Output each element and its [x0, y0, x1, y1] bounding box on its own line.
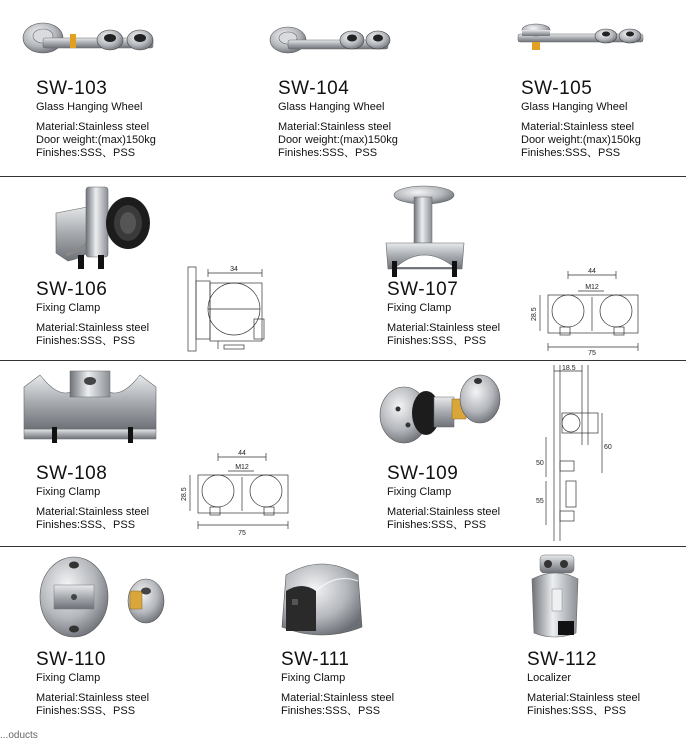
- fixing-clamp-image: [34, 551, 174, 643]
- product-name: Fixing Clamp: [387, 302, 452, 314]
- product-card-sw-109: [387, 463, 500, 532]
- dimension-label: 44: [588, 268, 596, 275]
- product-code: SW-110: [36, 649, 106, 670]
- product-finishes: Finishes:SSS、PSS: [36, 335, 136, 347]
- product-material: Material:Stainless steel: [387, 506, 501, 518]
- product-card-sw-105: [521, 78, 641, 160]
- dimension-label: 44: [238, 450, 246, 457]
- product-name: Localizer: [527, 672, 572, 684]
- product-material: Material:Stainless steel: [387, 322, 501, 334]
- product-code: SW-111: [281, 649, 350, 670]
- product-card-sw-111: [281, 649, 394, 718]
- fixing-clamp-image: [272, 551, 372, 643]
- fixing-clamp-image: [20, 367, 160, 447]
- dimension-label: 18.5: [562, 365, 576, 372]
- product-weight: Door weight:(max)150kg: [278, 134, 398, 146]
- product-code: SW-104: [278, 78, 350, 99]
- dimension-label: 28.5: [181, 487, 188, 501]
- technical-drawing-sw-108: [180, 445, 300, 537]
- product-row-1: [0, 0, 686, 176]
- product-finishes: Finishes:SSS、PSS: [36, 705, 136, 717]
- product-code: SW-107: [387, 279, 459, 300]
- product-finishes: Finishes:SSS、PSS: [36, 519, 136, 531]
- product-card-sw-104: [278, 78, 398, 160]
- product-card-sw-103: [36, 78, 156, 160]
- product-material: Material:Stainless steel: [521, 121, 635, 133]
- product-name: Glass Hanging Wheel: [36, 101, 143, 113]
- dimension-label: M12: [235, 464, 249, 471]
- product-finishes: Finishes:SSS、PSS: [387, 335, 487, 347]
- product-finishes: Finishes:SSS、PSS: [521, 147, 621, 159]
- footer-caption: ...oducts: [0, 730, 38, 741]
- product-card-sw-110: [36, 649, 149, 718]
- glass-hanging-wheel-image: [266, 14, 396, 64]
- fixing-clamp-image: [378, 183, 478, 283]
- dimension-label: 28.5: [531, 307, 538, 321]
- glass-hanging-wheel-image: [514, 14, 649, 64]
- product-name: Fixing Clamp: [387, 486, 452, 498]
- fixing-clamp-image: [48, 183, 158, 273]
- technical-drawing-sw-109: [532, 361, 624, 545]
- product-row-3: [0, 361, 686, 546]
- product-finishes: Finishes:SSS、PSS: [278, 147, 378, 159]
- product-code: SW-109: [387, 463, 459, 484]
- product-code: SW-112: [527, 649, 597, 670]
- localizer-image: [518, 549, 598, 645]
- product-material: Material:Stainless steel: [527, 692, 641, 704]
- product-card-sw-108: [36, 463, 149, 532]
- product-material: Material:Stainless steel: [36, 692, 150, 704]
- product-material: Material:Stainless steel: [36, 121, 150, 133]
- product-material: Material:Stainless steel: [36, 322, 150, 334]
- product-code: SW-106: [36, 279, 108, 300]
- product-code: SW-105: [521, 78, 593, 99]
- product-material: Material:Stainless steel: [278, 121, 392, 133]
- product-name: Fixing Clamp: [281, 672, 346, 684]
- fixing-clamp-image: [378, 367, 508, 457]
- product-material: Material:Stainless steel: [281, 692, 395, 704]
- dimension-label: 75: [238, 530, 246, 537]
- dimension-label: 34: [230, 266, 238, 273]
- product-card-sw-106: [36, 279, 149, 348]
- technical-drawing-sw-106: [178, 263, 278, 355]
- product-name: Fixing Clamp: [36, 672, 101, 684]
- product-weight: Door weight:(max)150kg: [36, 134, 156, 146]
- dimension-label: 75: [588, 350, 596, 355]
- product-finishes: Finishes:SSS、PSS: [527, 705, 627, 717]
- product-row-2: [0, 177, 686, 360]
- glass-hanging-wheel-image: [18, 14, 168, 64]
- product-card-sw-112: [527, 649, 640, 718]
- product-finishes: Finishes:SSS、PSS: [281, 705, 381, 717]
- product-material: Material:Stainless steel: [36, 506, 150, 518]
- product-finishes: Finishes:SSS、PSS: [387, 519, 487, 531]
- product-code: SW-108: [36, 463, 108, 484]
- product-name: Glass Hanging Wheel: [521, 101, 628, 113]
- dimension-label: 55: [536, 498, 544, 505]
- product-card-sw-107: [387, 279, 500, 348]
- product-row-4: [0, 547, 686, 730]
- product-finishes: Finishes:SSS、PSS: [36, 147, 136, 159]
- dimension-label: M12: [585, 284, 599, 291]
- dimension-label: 60: [604, 444, 612, 451]
- product-weight: Door weight:(max)150kg: [521, 134, 641, 146]
- technical-drawing-sw-107: [530, 263, 650, 355]
- product-name: Fixing Clamp: [36, 486, 101, 498]
- product-name: Fixing Clamp: [36, 302, 101, 314]
- product-code: SW-103: [36, 78, 108, 99]
- dimension-label: 50: [536, 460, 544, 467]
- product-name: Glass Hanging Wheel: [278, 101, 385, 113]
